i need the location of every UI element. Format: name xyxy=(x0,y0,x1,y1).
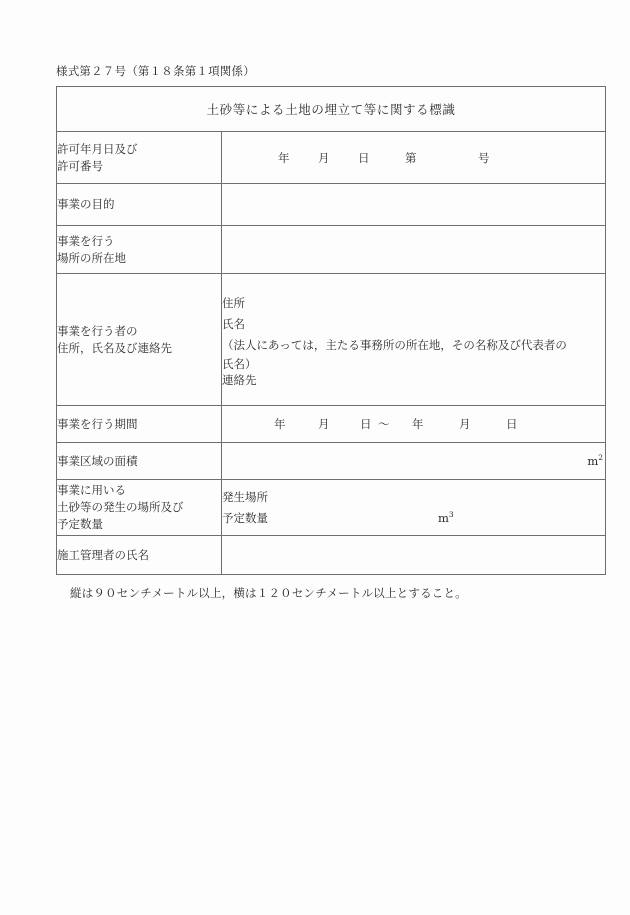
area-value-cell[interactable] xyxy=(222,443,606,480)
soil-value-lines xyxy=(222,480,605,535)
soil-label-line2: 土砂等の発生の場所及び xyxy=(57,500,184,514)
place-label-line2: 場所の所在地 xyxy=(57,250,126,265)
soil-quantity-row xyxy=(222,508,605,529)
manager-label-cell xyxy=(57,536,222,575)
owner-label-cell xyxy=(57,274,222,406)
period-day-to: 日 xyxy=(506,417,518,431)
soil-label-line3: 予定数量 xyxy=(57,517,103,531)
manager-value-cell[interactable] xyxy=(222,536,606,575)
table-row-area xyxy=(57,443,606,480)
area-label-cell xyxy=(57,443,222,480)
place-label-line1: 事業を行う xyxy=(57,233,115,248)
period-month-to: 月 xyxy=(459,417,471,431)
permit-number-suffix: 号 xyxy=(478,150,490,165)
permit-year-label: 年 xyxy=(278,150,290,165)
period-year-from: 年 xyxy=(274,417,286,431)
period-value-cell[interactable] xyxy=(222,406,606,443)
owner-address-label: 住所 xyxy=(222,295,245,310)
signboard-form-table xyxy=(56,86,606,575)
table-row-permit xyxy=(57,132,606,184)
permit-date-number-line xyxy=(222,150,605,166)
purpose-label-cell xyxy=(57,184,222,226)
area-unit-base: m xyxy=(587,454,599,468)
soil-label-line1: 事業に用いる xyxy=(57,483,126,497)
area-label: 事業区域の面積 xyxy=(57,453,138,468)
table-row-manager xyxy=(57,536,606,575)
period-tilde-separator: ～ xyxy=(378,417,390,431)
owner-label-line1: 事業を行う者の xyxy=(57,323,138,338)
owner-contact-label: 連絡先 xyxy=(222,372,257,387)
form-title-cell xyxy=(57,87,606,132)
place-value-cell[interactable] xyxy=(222,226,606,274)
soil-quantity-label: 予定数量 xyxy=(222,511,268,525)
table-row-title xyxy=(57,87,606,132)
permit-day-label: 日 xyxy=(358,150,370,165)
soil-quantity-unit xyxy=(268,508,454,529)
permit-number-prefix: 第 xyxy=(405,150,417,165)
soil-unit-base: m xyxy=(438,511,449,525)
owner-label-line2: 住所，氏名及び連絡先 xyxy=(57,340,172,355)
period-label-cell xyxy=(57,406,222,443)
form-title-text: 土砂等による土地の埋立て等に関する標識 xyxy=(206,102,456,117)
permit-label-line2: 許可番号 xyxy=(57,158,103,173)
table-row-owner xyxy=(57,274,606,406)
form-number-heading: 様式第２７号（第１８条第１項関係） xyxy=(56,64,255,78)
owner-value-cell[interactable] xyxy=(222,274,606,406)
permit-label-line1: 許可年月日及び xyxy=(57,141,138,156)
owner-name-label: 氏名 xyxy=(222,316,245,331)
owner-corporate-note-line1: （法人にあっては，主たる事務所の所在地，その名称及び代表者の xyxy=(222,337,567,352)
area-unit-exponent: 2 xyxy=(598,453,603,463)
soil-label-cell xyxy=(57,480,222,536)
manager-label: 施工管理者の氏名 xyxy=(57,547,149,562)
period-year-to: 年 xyxy=(412,417,424,431)
owner-corporate-note-line2: 氏名） xyxy=(222,356,257,371)
table-row-soil-origin xyxy=(57,480,606,536)
size-requirement-footnote: 縦は９０センチメートル以上，横は１２０センチメートル以上とすること。 xyxy=(70,586,467,600)
period-day-from: 日 xyxy=(360,417,372,431)
period-label: 事業を行う期間 xyxy=(57,416,138,431)
period-range-line xyxy=(222,416,605,432)
soil-value-cell[interactable] xyxy=(222,480,606,536)
purpose-value-cell[interactable] xyxy=(222,184,606,226)
period-month-from: 月 xyxy=(318,417,330,431)
table-row-place xyxy=(57,226,606,274)
owner-value-lines xyxy=(222,286,605,394)
permit-value-cell[interactable] xyxy=(222,132,606,184)
soil-unit-exponent: 3 xyxy=(448,510,454,520)
permit-label-cell xyxy=(57,132,222,184)
table-row-purpose xyxy=(57,184,606,226)
permit-month-label: 月 xyxy=(318,150,330,165)
place-label-cell xyxy=(57,226,222,274)
purpose-label: 事業の目的 xyxy=(57,197,115,211)
table-row-period xyxy=(57,406,606,443)
soil-origin-label: 発生場所 xyxy=(222,490,268,504)
area-unit xyxy=(222,454,605,468)
